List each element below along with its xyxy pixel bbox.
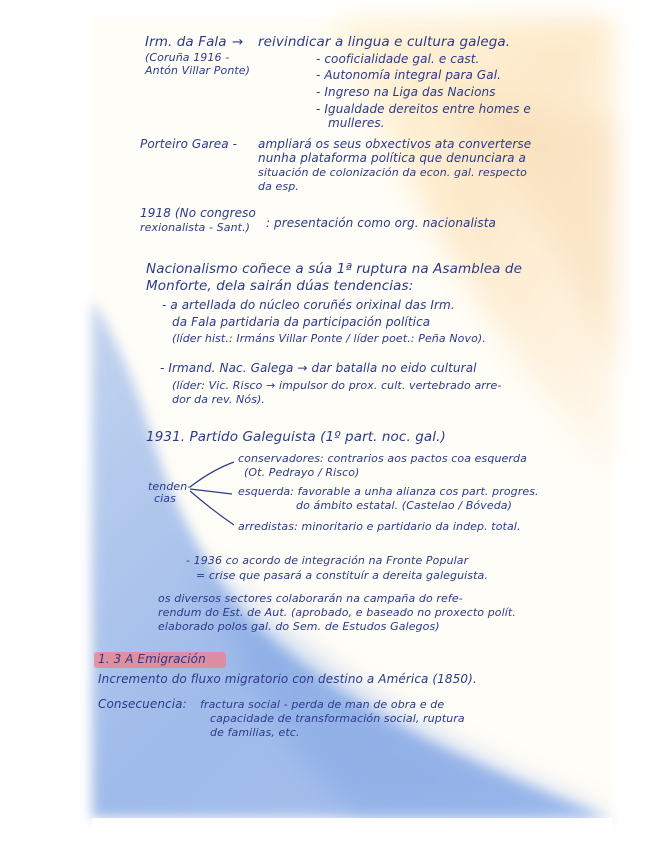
tendencias-label-1: tenden- bbox=[148, 480, 192, 493]
conservadores-line: conservadores: contrarios aos pactos coa esquerda bbox=[238, 452, 527, 465]
porteiro-line: da esp. bbox=[258, 180, 299, 193]
irmandades-goal: reivindicar a lingua e cultura galega. bbox=[258, 34, 511, 50]
sectores-line: elaborado polos gal. do Sem. de Estudos Galegos) bbox=[158, 620, 440, 633]
irmandades-origin-2: Antón Villar Ponte) bbox=[145, 64, 251, 77]
emigration-line: Incremento do fluxo migratorio con destino a América (1850). bbox=[98, 672, 477, 686]
consecuencia-line: de familias, etc. bbox=[210, 726, 300, 739]
nacionalismo-line: Monforte, dela sairán dúas tendencias: bbox=[146, 278, 414, 294]
porteiro-line: ampliará os seus obxectivos ata converterse bbox=[258, 137, 532, 151]
nacionalismo-line: Nacionalismo coñece a súa 1ª ruptura na Asamblea de bbox=[146, 261, 523, 277]
tendency-b-line: dor da rev. Nós). bbox=[172, 393, 266, 406]
conservadores-line: (Ot. Pedrayo / Risco) bbox=[244, 466, 360, 479]
fronte-line: = crise que pasará a constituír a dereita galeguista. bbox=[196, 569, 488, 582]
fronte-line: - 1936 co acordo de integración na Fronte Popular bbox=[186, 554, 469, 567]
irmandades-item: - Autonomía integral para Gal. bbox=[316, 68, 502, 82]
esquerda-line: esquerda: favorable a unha alianza cos part. progres. bbox=[238, 485, 539, 498]
consecuencia-line: fractura social - perda de man de obra e de bbox=[200, 698, 445, 711]
consecuencia-label: Consecuencia: bbox=[98, 697, 187, 711]
tendency-b-line: (líder: Vic. Risco → impulsor do prox. cult. vertebrado arre- bbox=[172, 379, 502, 392]
congreso-1918-text: : presentación como org. nacionalista bbox=[266, 216, 496, 230]
tendency-b-line: - Irmand. Nac. Galega → dar batalla no eido cultural bbox=[160, 361, 477, 375]
emigration-heading: 1. 3 A Emigración bbox=[98, 652, 206, 666]
irmandades-item: - Ingreso na Liga das Nacions bbox=[316, 85, 496, 99]
porteiro-title: Porteiro Garea - bbox=[140, 137, 238, 151]
irmandades-item: mulleres. bbox=[328, 116, 385, 130]
sectores-line: os diversos sectores colaborarán na campaña do refe- bbox=[158, 592, 463, 605]
irmandades-item: - Igualdade dereitos entre homes e bbox=[316, 102, 531, 116]
congreso-1918-line2: rexionalista - Sant.) bbox=[140, 221, 251, 234]
tendencias-label-2: cias bbox=[154, 492, 176, 505]
arredistas-line: arredistas: minoritario e partidario da indep. total. bbox=[238, 520, 521, 533]
congreso-1918-line1: 1918 (No congreso bbox=[140, 206, 256, 220]
irmandades-item: - cooficialidade gal. e cast. bbox=[316, 52, 480, 66]
tendency-a-line: - a arteIlada do núcleo coruñés orixinal das Irm. bbox=[162, 298, 455, 312]
porteiro-line: nunha plataforma política que denunciara a bbox=[258, 151, 526, 165]
tendency-a-line: da Fala partidaria da participación política bbox=[172, 315, 431, 329]
sectores-line: rendum do Est. de Aut. (aprobado, e baseado no proxecto polít. bbox=[158, 606, 516, 619]
irmandades-origin-1: (Coruña 1916 - bbox=[145, 51, 230, 64]
irmandades-title: Irm. da Fala bbox=[145, 34, 227, 50]
partido-title: 1931. Partido Galeguista (1º part. noc. gal.) bbox=[146, 429, 446, 445]
esquerda-line: do ámbito estatal. (Castelao / Bóveda) bbox=[296, 499, 513, 512]
porteiro-line: situación de colonización da econ. gal. respecto bbox=[258, 166, 527, 179]
consecuencia-line: capacidade de transformación social, ruptura bbox=[210, 712, 465, 725]
arrow-glyph: → bbox=[232, 34, 244, 50]
tendency-a-line: (líder hist.: Irmáns Villar Ponte / líder poet.: Peña Novo). bbox=[172, 332, 486, 345]
paper-bottom-gap bbox=[92, 818, 612, 848]
